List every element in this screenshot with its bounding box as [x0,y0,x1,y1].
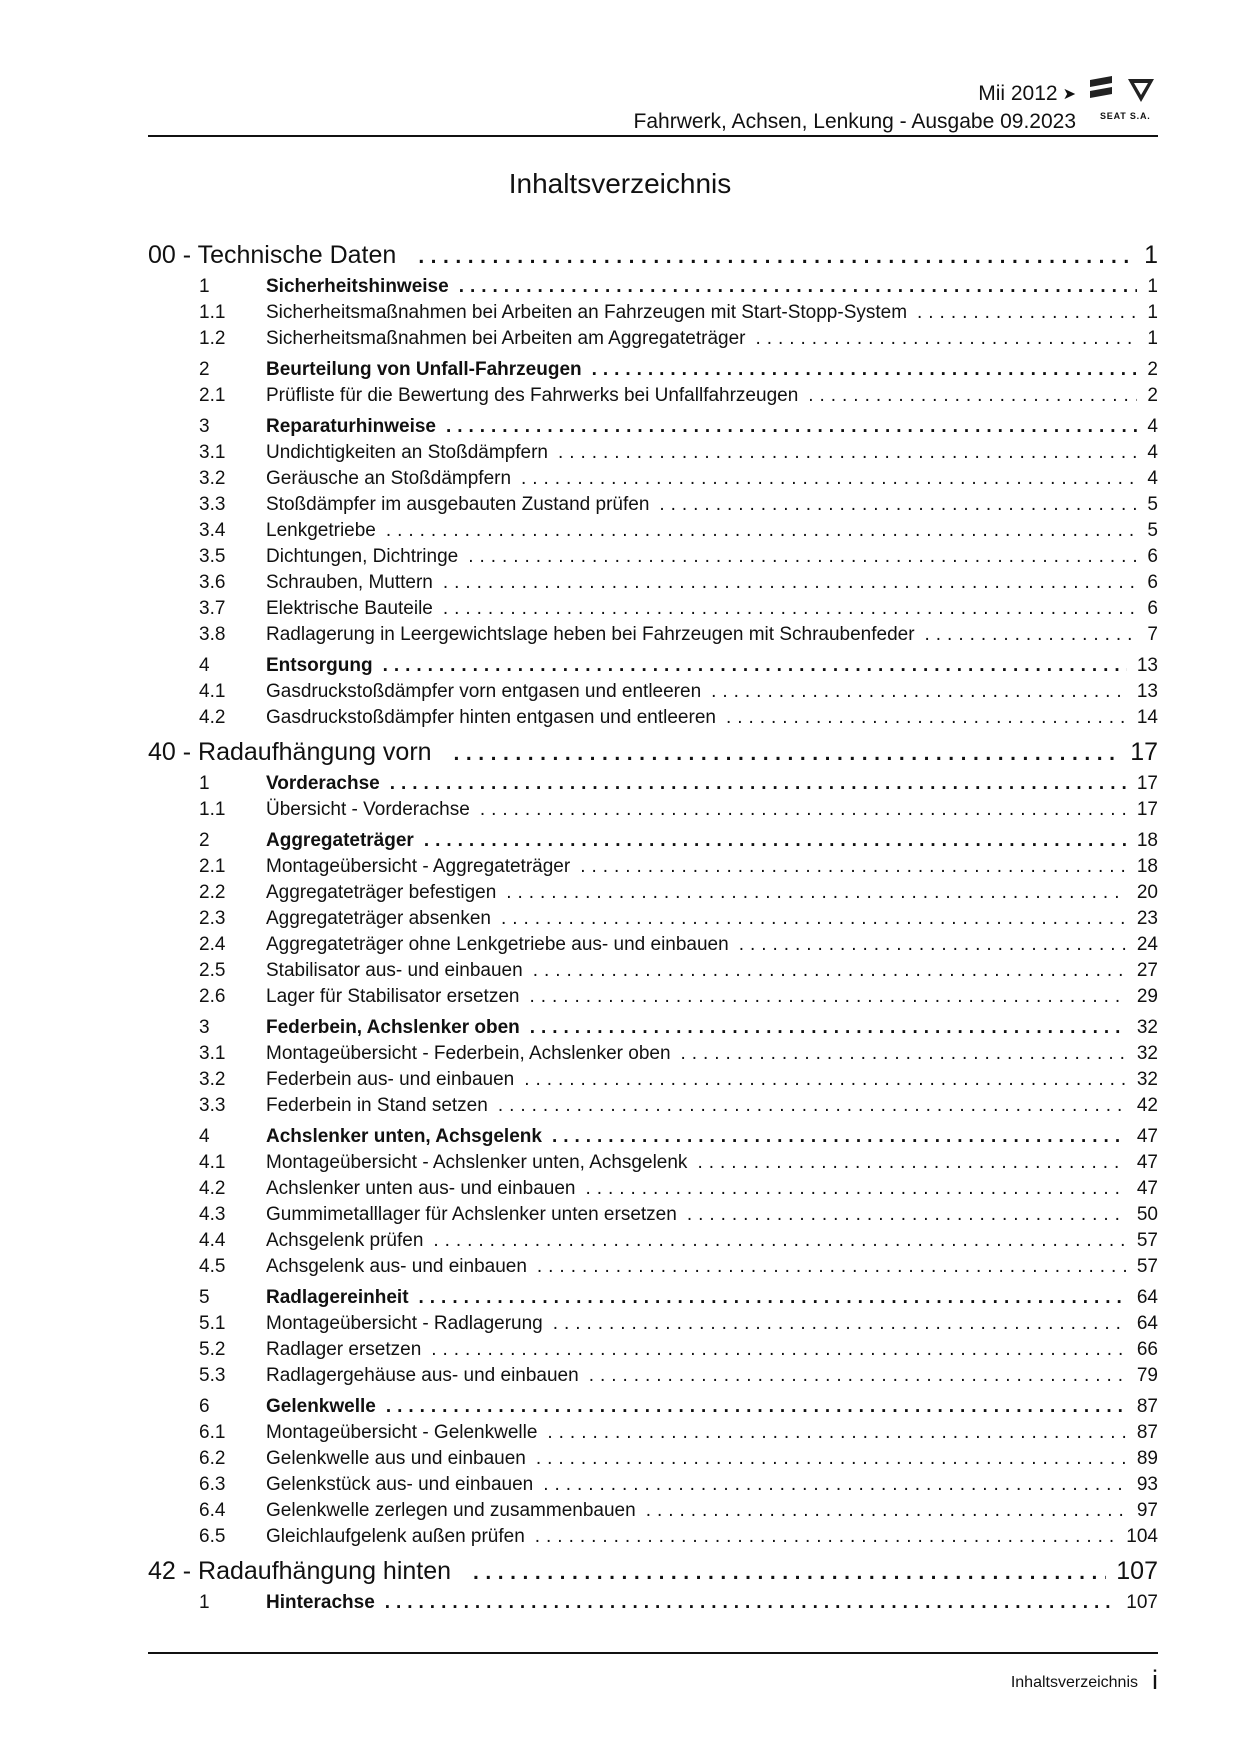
toc-entry [148,1498,1158,1524]
section-page: 32 [1136,1017,1158,1038]
toc-section [148,1285,1158,1311]
entry-page: 4 [1147,442,1158,463]
entry-number: 2.3 [199,908,226,929]
dot-leader [529,984,1126,1010]
entry-title: Federbein aus- und einbauen [266,1069,515,1090]
entry-title: Montageübersicht - Achslenker unten, Achsgelenk [266,1152,688,1173]
section-number: 3 [199,1017,210,1038]
dot-leader [543,1472,1127,1498]
dot-leader [592,357,1138,383]
entry-page: 47 [1136,1178,1158,1199]
toc-entry [148,984,1158,1010]
dot-leader [535,1524,1117,1550]
entry-page: 24 [1136,934,1158,955]
entry-page: 57 [1136,1230,1158,1251]
toc-section [148,1394,1158,1420]
entry-number: 2.2 [199,882,226,903]
dot-leader [537,1254,1127,1280]
entry-title: Aggregateträger ohne Lenkgetriebe aus- und einbauen [266,934,729,955]
dot-leader [553,1311,1127,1337]
entry-number: 5.2 [199,1339,226,1360]
toc-entry [148,466,1158,492]
brand-label: SEAT S.A. [1100,111,1151,121]
dot-leader [756,326,1138,352]
header-text [634,80,1076,135]
toc-entry [148,705,1158,731]
toc-section [148,828,1158,854]
entry-title: Gasdruckstoßdämpfer vorn entgasen und entleeren [266,681,702,702]
entry-title: Gelenkwelle zerlegen und zusammenbauen [266,1500,636,1521]
toc-section [148,653,1158,679]
entry-number: 6.5 [199,1526,226,1547]
toc-entry [148,1093,1158,1119]
entry-number: 2.1 [199,856,226,877]
entry-page: 47 [1136,1152,1158,1173]
toc-entry [148,596,1158,622]
toc-entry [148,1067,1158,1093]
chapter-page: 1 [1144,241,1158,269]
entry-page: 1 [1147,302,1158,323]
entry-title: Stoßdämpfer im ausgebauten Zustand prüfen [266,494,650,515]
toc-entry [148,1176,1158,1202]
section-number: 1 [199,1592,210,1613]
section-title: Aggregateträger [266,830,414,851]
dot-leader [586,1176,1127,1202]
dot-leader [808,383,1137,409]
toc-entry [148,544,1158,570]
toc-entry [148,518,1158,544]
dot-leader [739,932,1127,958]
entry-page: 18 [1136,856,1158,877]
entry-number: 2.5 [199,960,226,981]
entry-page: 27 [1136,960,1158,981]
toc-entry [148,326,1158,352]
entry-number: 6.3 [199,1474,226,1495]
toc-chapter [148,1552,1158,1590]
dot-leader [533,958,1127,984]
dot-leader [521,466,1137,492]
section-title: Gelenkwelle [266,1396,376,1417]
chapter-title: 00 - Technische Daten [148,241,397,269]
entry-page: 14 [1136,707,1158,728]
entry-page: 2 [1147,385,1158,406]
entry-number: 5.3 [199,1365,226,1386]
chapter-title: 40 - Radaufhängung vorn [148,738,432,766]
toc-entry [148,1524,1158,1550]
section-page: 18 [1136,830,1158,851]
dot-leader [646,1498,1127,1524]
toc-entry [148,797,1158,823]
dot-leader [697,1150,1126,1176]
chapter-page: 107 [1116,1557,1158,1585]
entry-title: Gelenkwelle aus und einbauen [266,1448,526,1469]
entry-number: 6.2 [199,1448,226,1469]
entry-number: 5.1 [199,1313,226,1334]
toc-entry [148,383,1158,409]
dot-leader [431,1337,1127,1363]
section-page: 2 [1147,359,1158,380]
entry-title: Montageübersicht - Aggregateträger [266,856,571,877]
entry-title: Gasdruckstoßdämpfer hinten entgasen und entleeren [266,707,716,728]
toc-entry [148,1363,1158,1389]
entry-page: 97 [1136,1500,1158,1521]
entry-number: 4.3 [199,1204,226,1225]
section-number: 2 [199,359,210,380]
header-subtitle: Fahrwerk, Achsen, Lenkung - Ausgabe 09.2023 [633,110,1076,133]
entry-number: 2.1 [199,385,226,406]
entry-page: 87 [1136,1422,1158,1443]
chapter-page: 17 [1130,738,1158,766]
entry-page: 32 [1136,1043,1158,1064]
table-of-contents [148,236,1158,1616]
section-page: 87 [1136,1396,1158,1417]
dot-leader [711,679,1127,705]
page-footer [0,1665,1158,1696]
footer-rule [148,1652,1158,1654]
entry-number: 1.1 [199,799,226,820]
dot-leader [473,1554,1106,1592]
entry-title: Gleichlaufgelenk außen prüfen [266,1526,525,1547]
entry-page: 32 [1136,1069,1158,1090]
entry-title: Aggregateträger befestigen [266,882,497,903]
entry-title: Federbein in Stand setzen [266,1095,488,1116]
section-title: Radlagereinheit [266,1287,409,1308]
toc-entry [148,932,1158,958]
entry-page: 1 [1147,328,1158,349]
entry-title: Gummimetalllager für Achslenker unten ersetzen [266,1204,677,1225]
entry-page: 17 [1136,799,1158,820]
entry-page: 5 [1147,494,1158,515]
entry-page: 50 [1136,1204,1158,1225]
entry-title: Undichtigkeiten an Stoßdämpfern [266,442,548,463]
entry-title: Sicherheitsmaßnahmen bei Arbeiten am Aggregateträger [266,328,746,349]
toc-section [148,1015,1158,1041]
dot-leader [506,880,1127,906]
dot-leader [454,735,1121,773]
entry-page: 64 [1136,1313,1158,1334]
section-title: Reparaturhinweise [266,416,436,437]
entry-title: Radlager ersetzen [266,1339,422,1360]
page-title: Inhaltsverzeichnis [508,168,732,199]
entry-title: Achsgelenk prüfen [266,1230,424,1251]
toc-entry [148,622,1158,648]
section-page: 47 [1136,1126,1158,1147]
entry-page: 66 [1136,1339,1158,1360]
toc-entry [148,1254,1158,1280]
dot-leader [659,492,1137,518]
footer-page-number: i [1152,1665,1158,1695]
section-number: 6 [199,1396,210,1417]
section-page: 17 [1136,773,1158,794]
toc-entry [148,1202,1158,1228]
entry-page: 6 [1147,546,1158,567]
entry-number: 4.2 [199,707,226,728]
entry-number: 6.4 [199,1500,226,1521]
toc-entry [148,1446,1158,1472]
chapter-title: 42 - Radaufhängung hinten [148,1557,452,1585]
seat-logo [1088,76,1158,124]
dot-leader [433,1228,1126,1254]
section-page: 107 [1126,1592,1158,1613]
entry-title: Gelenkstück aus- und einbauen [266,1474,534,1495]
entry-number: 4.5 [199,1256,226,1277]
toc-entry [148,1228,1158,1254]
entry-page: 42 [1136,1095,1158,1116]
entry-title: Geräusche an Stoßdämpfern [266,468,512,489]
toc-entry [148,880,1158,906]
dot-leader [424,828,1127,854]
entry-number: 3.6 [199,572,226,593]
dot-leader [443,570,1138,596]
section-number: 4 [199,1126,210,1147]
entry-title: Elektrische Bauteile [266,598,433,619]
entry-page: 89 [1136,1448,1158,1469]
toc-section [148,1590,1158,1616]
entry-title: Übersicht - Vorderachse [266,799,470,820]
dot-leader [385,1590,1117,1616]
entry-page: 5 [1147,520,1158,541]
dot-leader [524,1067,1127,1093]
entry-page: 7 [1147,624,1158,645]
dot-leader [530,1015,1127,1041]
entry-title: Lenkgetriebe [266,520,376,541]
entry-page: 57 [1136,1256,1158,1277]
dot-leader [536,1446,1127,1472]
dot-leader [501,906,1127,932]
section-number: 4 [199,655,210,676]
entry-number: 3.2 [199,1069,226,1090]
entry-title: Radlagerung in Leergewichtslage heben bei Fahrzeugen mit Schraubenfeder [266,624,915,645]
dot-leader [687,1202,1127,1228]
entry-page: 4 [1147,468,1158,489]
entry-title: Achslenker unten aus- und einbauen [266,1178,576,1199]
dot-leader [419,1285,1127,1311]
entry-title: Radlagergehäuse aus- und einbauen [266,1365,579,1386]
toc-entry [148,854,1158,880]
entry-page: 29 [1136,986,1158,1007]
section-page: 1 [1147,276,1158,297]
dot-leader [580,854,1127,880]
section-page: 64 [1136,1287,1158,1308]
toc-entry [148,1150,1158,1176]
entry-title: Montageübersicht - Gelenkwelle [266,1422,538,1443]
arrow-icon: ➤ [1062,86,1076,103]
entry-title: Stabilisator aus- und einbauen [266,960,523,981]
toc-entry [148,570,1158,596]
section-title: Beurteilung von Unfall-Fahrzeugen [266,359,582,380]
section-number: 1 [199,773,210,794]
header-model-line [634,80,1076,108]
entry-page: 104 [1126,1526,1158,1547]
section-title: Achslenker unten, Achsgelenk [266,1126,542,1147]
entry-number: 4.2 [199,1178,226,1199]
seat-logo-icon [1088,76,1158,110]
dot-leader [681,1041,1127,1067]
section-number: 2 [199,830,210,851]
entry-title: Montageübersicht - Radlagerung [266,1313,543,1334]
section-number: 3 [199,416,210,437]
toc-section [148,274,1158,300]
section-page: 13 [1136,655,1158,676]
dot-leader [925,622,1138,648]
dot-leader [589,1363,1127,1389]
toc-chapter [148,733,1158,771]
toc-entry [148,440,1158,466]
toc-entry [148,1041,1158,1067]
toc-entry [148,1311,1158,1337]
dot-leader [446,414,1137,440]
dot-leader [390,771,1127,797]
entry-title: Prüfliste für die Bewertung des Fahrwerks bei Unfallfahrzeugen [266,385,799,406]
entry-number: 6.1 [199,1422,226,1443]
toc-entry [148,1420,1158,1446]
dot-leader [386,518,1138,544]
toc-chapter [148,236,1158,274]
dot-leader [418,238,1134,276]
entry-number: 3.3 [199,494,226,515]
entry-number: 3.8 [199,624,226,645]
dot-leader [480,797,1127,823]
section-number: 1 [199,276,210,297]
dot-leader [386,1394,1127,1420]
dot-leader [383,653,1127,679]
entry-number: 1.1 [199,302,226,323]
entry-page: 23 [1136,908,1158,929]
entry-number: 4.1 [199,1152,226,1173]
entry-title: Aggregateträger absenken [266,908,491,929]
toc-entry [148,1337,1158,1363]
section-title: Hinterachse [266,1592,375,1613]
entry-number: 3.5 [199,546,226,567]
entry-page: 20 [1136,882,1158,903]
dot-leader [547,1420,1126,1446]
toc-entry [148,300,1158,326]
dot-leader [498,1093,1127,1119]
header-model: Mii 2012 [978,82,1058,105]
section-number: 5 [199,1287,210,1308]
dot-leader [443,596,1138,622]
entry-number: 3.2 [199,468,226,489]
entry-number: 1.2 [199,328,226,349]
entry-number: 3.1 [199,1043,226,1064]
entry-number: 3.7 [199,598,226,619]
section-title: Sicherheitshinweise [266,276,449,297]
entry-title: Schrauben, Muttern [266,572,433,593]
entry-number: 3.1 [199,442,226,463]
entry-title: Lager für Stabilisator ersetzen [266,986,520,1007]
entry-page: 13 [1136,681,1158,702]
toc-section [148,771,1158,797]
section-title: Vorderachse [266,773,380,794]
toc-entry [148,1472,1158,1498]
entry-page: 93 [1136,1474,1158,1495]
entry-title: Dichtungen, Dichtringe [266,546,459,567]
toc-section [148,1124,1158,1150]
entry-number: 3.3 [199,1095,226,1116]
footer-text: Inhaltsverzeichnis [1010,1674,1138,1691]
entry-number: 2.4 [199,934,226,955]
entry-number: 2.6 [199,986,226,1007]
entry-number: 4.1 [199,681,226,702]
dot-leader [552,1124,1127,1150]
page-header [148,0,1158,137]
entry-title: Montageübersicht - Federbein, Achslenker oben [266,1043,671,1064]
toc-section [148,357,1158,383]
toc-entry [148,492,1158,518]
entry-title: Achsgelenk aus- und einbauen [266,1256,527,1277]
entry-number: 3.4 [199,520,226,541]
entry-page: 6 [1147,598,1158,619]
toc-entry [148,679,1158,705]
entry-page: 6 [1147,572,1158,593]
entry-title: Sicherheitsmaßnahmen bei Arbeiten an Fahrzeugen mit Start-Stopp-System [266,302,908,323]
section-title: Federbein, Achslenker oben [266,1017,520,1038]
toc-entry [148,906,1158,932]
entry-page: 79 [1136,1365,1158,1386]
dot-leader [726,705,1127,731]
section-title: Entsorgung [266,655,373,676]
dot-leader [459,274,1138,300]
dot-leader [917,300,1137,326]
toc-entry [148,958,1158,984]
section-page: 4 [1147,416,1158,437]
dot-leader [468,544,1137,570]
header-rule [148,135,1158,137]
entry-number: 4.4 [199,1230,226,1251]
toc-section [148,414,1158,440]
dot-leader [558,440,1137,466]
